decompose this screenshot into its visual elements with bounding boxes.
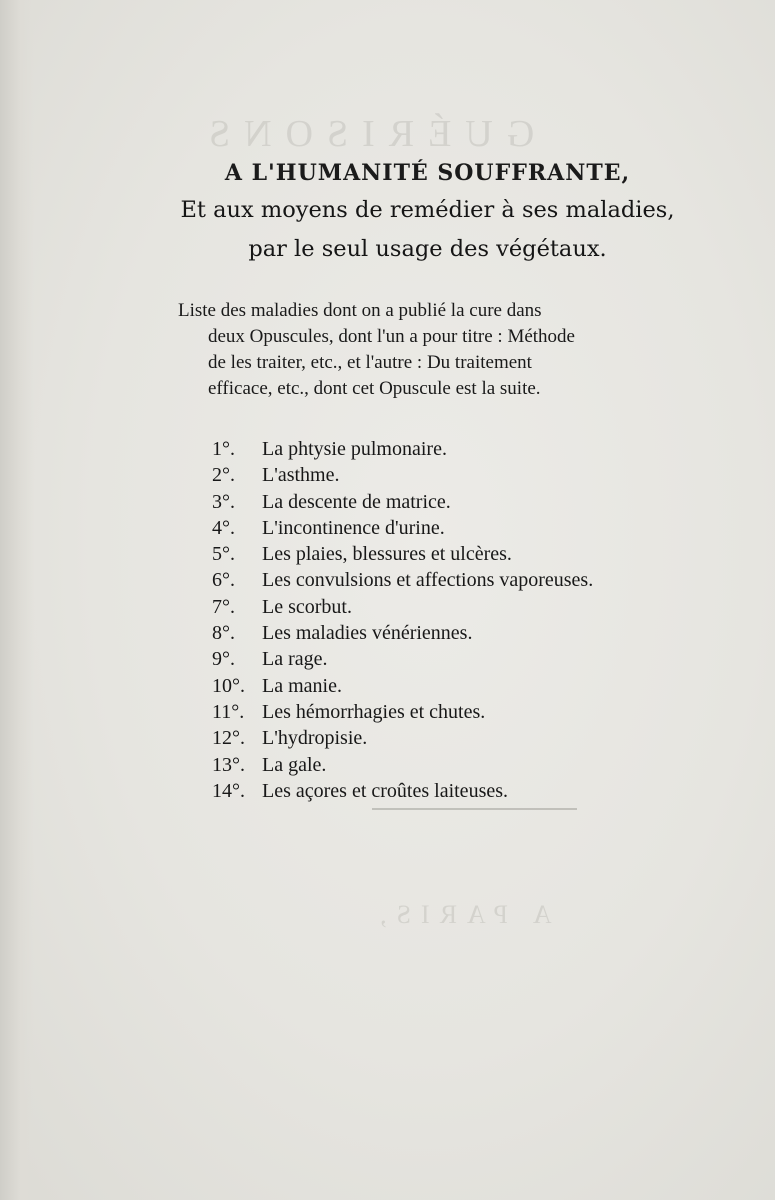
item-number: 12°. xyxy=(212,727,245,750)
item-text: Les açores et croûtes laiteuses. xyxy=(262,779,509,802)
intro-line: Liste des maladies dont on a publié la cure dans xyxy=(178,300,542,321)
list-item xyxy=(212,646,712,672)
item-number: 7°. xyxy=(212,595,235,618)
item-number: 14°. xyxy=(212,779,245,802)
item-text: Les hémorrhagies et chutes. xyxy=(262,700,486,723)
show-through-city: A PARIS, xyxy=(370,900,552,929)
list-item xyxy=(212,541,712,567)
list-item xyxy=(212,699,712,725)
list-item xyxy=(212,436,712,462)
item-number: 11°. xyxy=(212,700,245,723)
disease-list xyxy=(212,436,712,804)
item-text: La manie. xyxy=(262,674,342,697)
page-subtitle: Et aux moyens de remédier à ses maladies, xyxy=(180,197,675,223)
item-number: 4°. xyxy=(212,516,235,539)
item-number: 8°. xyxy=(212,622,235,645)
item-number: 5°. xyxy=(212,543,235,566)
item-text: Les maladies vénériennes. xyxy=(262,622,473,645)
page-subtitle-2: par le seul usage des végétaux. xyxy=(248,236,607,262)
list-item xyxy=(212,462,712,488)
list-item xyxy=(212,567,712,593)
item-text: L'asthme. xyxy=(262,464,340,487)
item-number: 9°. xyxy=(212,648,235,671)
item-text: L'incontinence d'urine. xyxy=(262,516,445,539)
item-text: Les convulsions et affections vaporeuses. xyxy=(262,569,594,592)
item-text: Le scorbut. xyxy=(262,595,352,618)
intro-line: de les traiter, etc., et l'autre : Du traitement xyxy=(208,352,532,373)
list-item xyxy=(212,778,712,804)
item-text: La rage. xyxy=(262,648,328,671)
list-item xyxy=(212,489,712,515)
list-item xyxy=(212,725,712,751)
item-text: La phtysie pulmonaire. xyxy=(262,438,447,460)
intro-paragraph xyxy=(178,298,708,402)
pencil-underline xyxy=(372,808,577,810)
item-number: 10°. xyxy=(212,674,245,697)
list-item xyxy=(212,673,712,699)
list-item xyxy=(212,752,712,778)
item-text: L'hydropisie. xyxy=(262,727,368,750)
list-item xyxy=(212,594,712,620)
item-text: La gale. xyxy=(262,753,327,776)
show-through-title: GUÉRISONS xyxy=(195,113,535,155)
page-edge-shadow xyxy=(0,0,34,1200)
intro-line: deux Opuscules, dont l'un a pour titre : Méthode xyxy=(208,326,575,347)
item-text: La descente de matrice. xyxy=(262,490,451,513)
item-number: 2°. xyxy=(212,464,235,487)
list-item xyxy=(212,620,712,646)
item-number: 6°. xyxy=(212,569,235,592)
item-text: Les plaies, blessures et ulcères. xyxy=(262,543,512,566)
item-number: 13°. xyxy=(212,753,245,776)
item-number: 1°. xyxy=(212,438,235,460)
list-item xyxy=(212,515,712,541)
page-title: A L'HUMANITÉ SOUFFRANTE, xyxy=(224,160,631,186)
intro-line: efficace, etc., dont cet Opuscule est la suite. xyxy=(208,378,541,399)
item-number: 3°. xyxy=(212,490,235,513)
